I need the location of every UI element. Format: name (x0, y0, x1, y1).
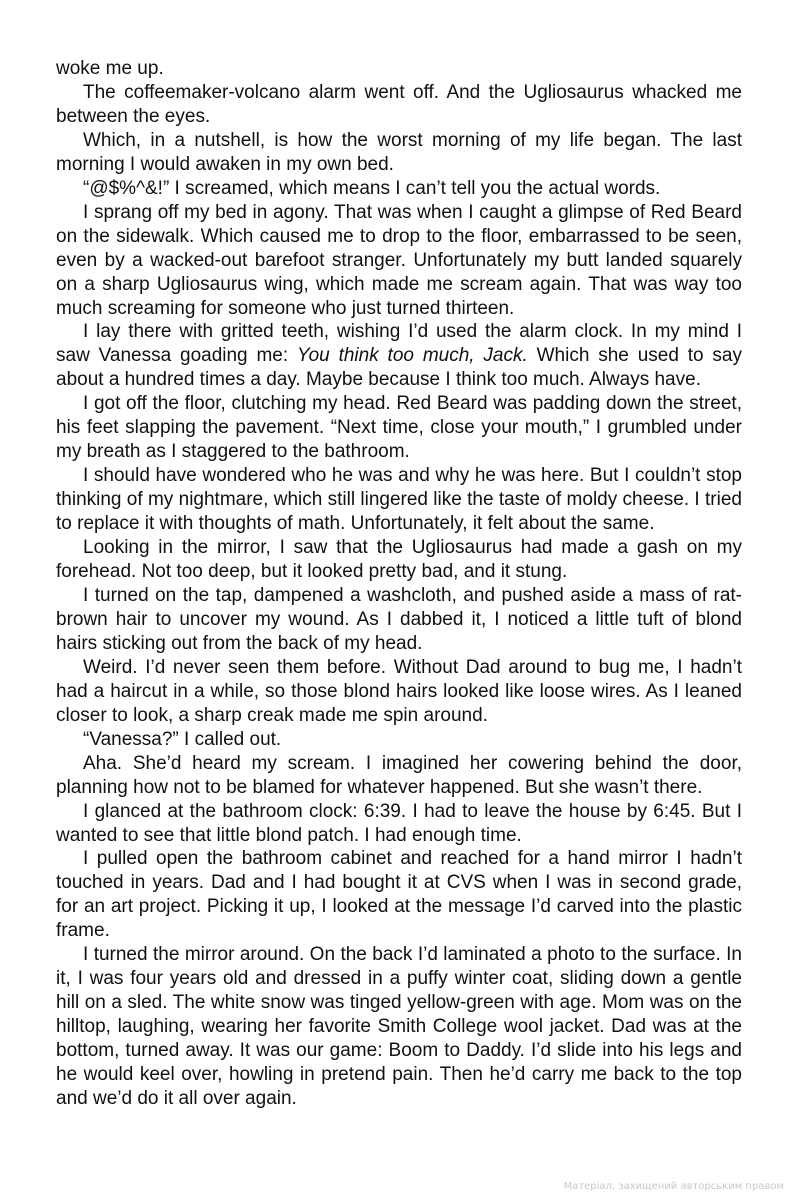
paragraph-16: I turned the mirror around. On the back I’d laminated a photo to the surface. In it, I was four years old and dressed in a puffy winter coat, sliding down a gentle hill on a sled. The white snow was tinged yellow-green with age. Mom was on the hilltop, laughing, wearing her favorite Smith College wool jacket. Dad was at the bottom, turned away. It was our game: Boom to Daddy. I’d slide into his legs and he would keel over, howling in pretend pain. Then he’d carry me back to the top and we’d do it all over again. (56, 944, 742, 1109)
paragraph-14: I glanced at the bathroom clock: 6:39. I had to leave the house by 6:45. But I wanted to see that little blond patch. I had enough time. (56, 800, 742, 846)
paragraph-1: woke me up. (56, 58, 164, 79)
paragraph-8: I should have wondered who he was and why he was here. But I couldn’t stop thinking of my nightmare, which still lingered like the taste of moldy cheese. I tried to replace it with thoughts of math. Unfortunately, it felt about the same. (56, 465, 742, 535)
page-body-text (56, 57, 742, 1111)
paragraph-12: “Vanessa?” I called out. (83, 728, 282, 750)
paragraph-7: I got off the floor, clutching my head. Red Beard was padding down the street, his feet slapping the pavement. “Next time, close your mouth,” I grumbled under my breath as I staggered to the bathroom. (56, 393, 742, 463)
paragraph-9: Looking in the mirror, I saw that the Ugliosaurus had made a gash on my forehead. Not too deep, but it looked pretty bad, and it stung. (56, 537, 742, 583)
paragraph-15: I pulled open the bathroom cabinet and reached for a hand mirror I hadn’t touched in years. Dad and I had bought it at CVS when I was in second grade, for an art project. Picking it up, I looked at the message I’d carved into the plastic frame. (56, 848, 742, 942)
paragraph-6-after: Which she used to say about a hundred times a day. Maybe because I think too much. Always have. (56, 345, 742, 391)
paragraph-6-italic: You think too much, Jack. (296, 345, 528, 367)
paragraph-10: I turned on the tap, dampened a washcloth, and pushed aside a mass of rat-brown hair to uncover my wound. As I dabbed it, I noticed a little tuft of blond hairs sticking out from the back of my head. (56, 584, 742, 654)
paragraph-5: I sprang off my bed in agony. That was when I caught a glimpse of Red Beard on the sidewalk. Which caused me to drop to the floor, embarrassed to be seen, even by a wacked-out barefoot stranger. Unfortunately my butt landed squarely on a sharp Ugliosaurus wing, which made me scream again. That was way too much screaming for someone who just turned thirteen. (56, 201, 742, 319)
paragraph-6-before: I lay there with gritted teeth, wishing I’d used the alarm clock. In my mind I saw Vanessa goading me: (56, 321, 742, 367)
paragraph-13: Aha. She’d heard my scream. I imagined her cowering behind the door, planning how not to be blamed for whatever happened. But she wasn’t there. (56, 752, 742, 798)
paragraph-2: The coffeemaker-volcano alarm went off. And the Ugliosaurus whacked me between the eyes. (56, 81, 742, 127)
paragraph-3: Which, in a nutshell, is how the worst morning of my life began. The last morning I would awaken in my own bed. (56, 129, 742, 175)
copyright-watermark: Матеріал, захищений авторським правом (563, 1181, 784, 1192)
paragraph-11: Weird. I’d never seen them before. Without Dad around to bug me, I hadn’t had a haircut in a while, so those blond hairs looked like loose wires. As I leaned closer to look, a sharp creak made me spin around. (56, 656, 742, 726)
paragraph-4: “@$%^&!” I screamed, which means I can’t tell you the actual words. (83, 177, 661, 199)
paragraph-6 (56, 320, 742, 392)
